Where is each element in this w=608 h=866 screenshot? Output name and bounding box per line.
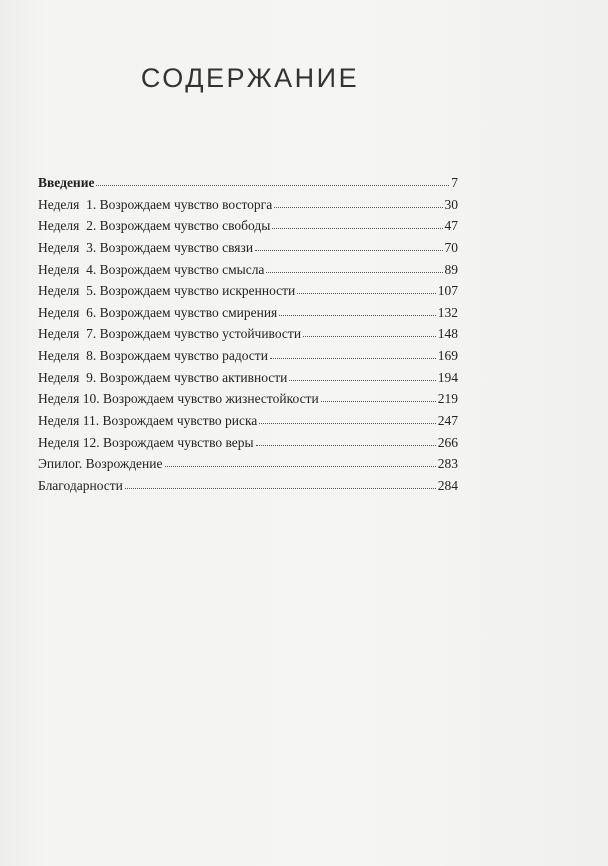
toc-entry-label: Неделя 12. Возрождаем чувство веры: [38, 434, 254, 450]
dot-leader: [255, 240, 442, 251]
toc-entry: [38, 240, 458, 262]
toc-entry-page-number: 107: [437, 283, 458, 299]
toc-entry: [38, 197, 458, 219]
toc-entry-page-number: 89: [444, 261, 458, 277]
toc-entry-page-number: 132: [437, 304, 458, 320]
dot-leader: [297, 283, 435, 294]
toc-entry-page-number: 169: [437, 348, 458, 364]
toc-entry: [38, 218, 458, 240]
dot-leader: [321, 391, 436, 402]
dot-leader: [256, 435, 436, 446]
toc-entry-page-number: 70: [444, 239, 458, 255]
dot-leader: [259, 413, 435, 424]
toc-entry-label: Неделя 4. Возрождаем чувство смысла: [38, 261, 265, 277]
dot-leader: [303, 326, 436, 337]
dot-leader: [125, 478, 436, 489]
dot-leader: [279, 305, 435, 316]
dot-leader: [274, 197, 442, 208]
toc-entry-label: Благодарности: [38, 477, 123, 493]
toc-entry: [38, 435, 458, 457]
toc-entry: [38, 391, 458, 413]
dot-leader: [270, 348, 436, 359]
toc-entry-label: Неделя 10. Возрождаем чувство жизнестойкости: [38, 391, 319, 407]
toc-entry-label: Неделя 5. Возрождаем чувство искренности: [38, 283, 296, 299]
toc-entry-page-number: 47: [444, 218, 458, 234]
toc-entry-label: Неделя 1. Возрождаем чувство восторга: [38, 196, 273, 212]
toc-entry: [38, 370, 458, 392]
toc-entry-page-number: 148: [437, 326, 458, 342]
toc-entry: [38, 348, 458, 370]
toc-entry-label: Неделя 8. Возрождаем чувство радости: [38, 348, 268, 364]
toc-entry: [38, 175, 458, 197]
dot-leader: [96, 175, 449, 186]
toc-entry-label: Неделя 6. Возрождаем чувство смирения: [38, 304, 278, 320]
toc-entry-page-number: 266: [437, 434, 458, 450]
toc-entry: [38, 305, 458, 327]
toc-entry-label: Эпилог. Возрождение: [38, 456, 163, 472]
toc-entry: [38, 326, 458, 348]
toc-entry-page-number: 7: [451, 175, 458, 190]
toc-entry-page-number: 30: [444, 196, 458, 212]
toc-entry-page-number: 247: [437, 413, 458, 429]
dot-leader: [272, 218, 442, 229]
toc-entry-page-number: 219: [437, 391, 458, 407]
toc-entry-label: Неделя 3. Возрождаем чувство связи: [38, 239, 254, 255]
dot-leader: [266, 261, 442, 272]
page-title: СОДЕРЖАНИЕ: [140, 63, 360, 93]
toc-entry-label: Неделя 7. Возрождаем чувство устойчивости: [38, 326, 302, 342]
toc-entry: [38, 262, 458, 284]
dot-leader: [165, 456, 436, 467]
toc-entry-page-number: 194: [437, 369, 458, 385]
toc-entry-label: Неделя 11. Возрождаем чувство риска: [38, 413, 258, 429]
toc-entry-page-number: 283: [437, 456, 458, 472]
toc-entry-label: Введение: [38, 175, 95, 190]
dot-leader: [289, 370, 435, 381]
toc-entry: [38, 283, 458, 305]
toc-entry-label: Неделя 2. Возрождаем чувство свободы: [38, 218, 271, 234]
toc-entry: [38, 413, 458, 435]
toc-entry-label: Неделя 9. Возрождаем чувство активности: [38, 369, 288, 385]
toc-entry-page-number: 284: [437, 477, 458, 493]
toc-entry: [38, 456, 458, 478]
table-of-contents: [38, 175, 458, 500]
toc-entry: [38, 478, 458, 500]
